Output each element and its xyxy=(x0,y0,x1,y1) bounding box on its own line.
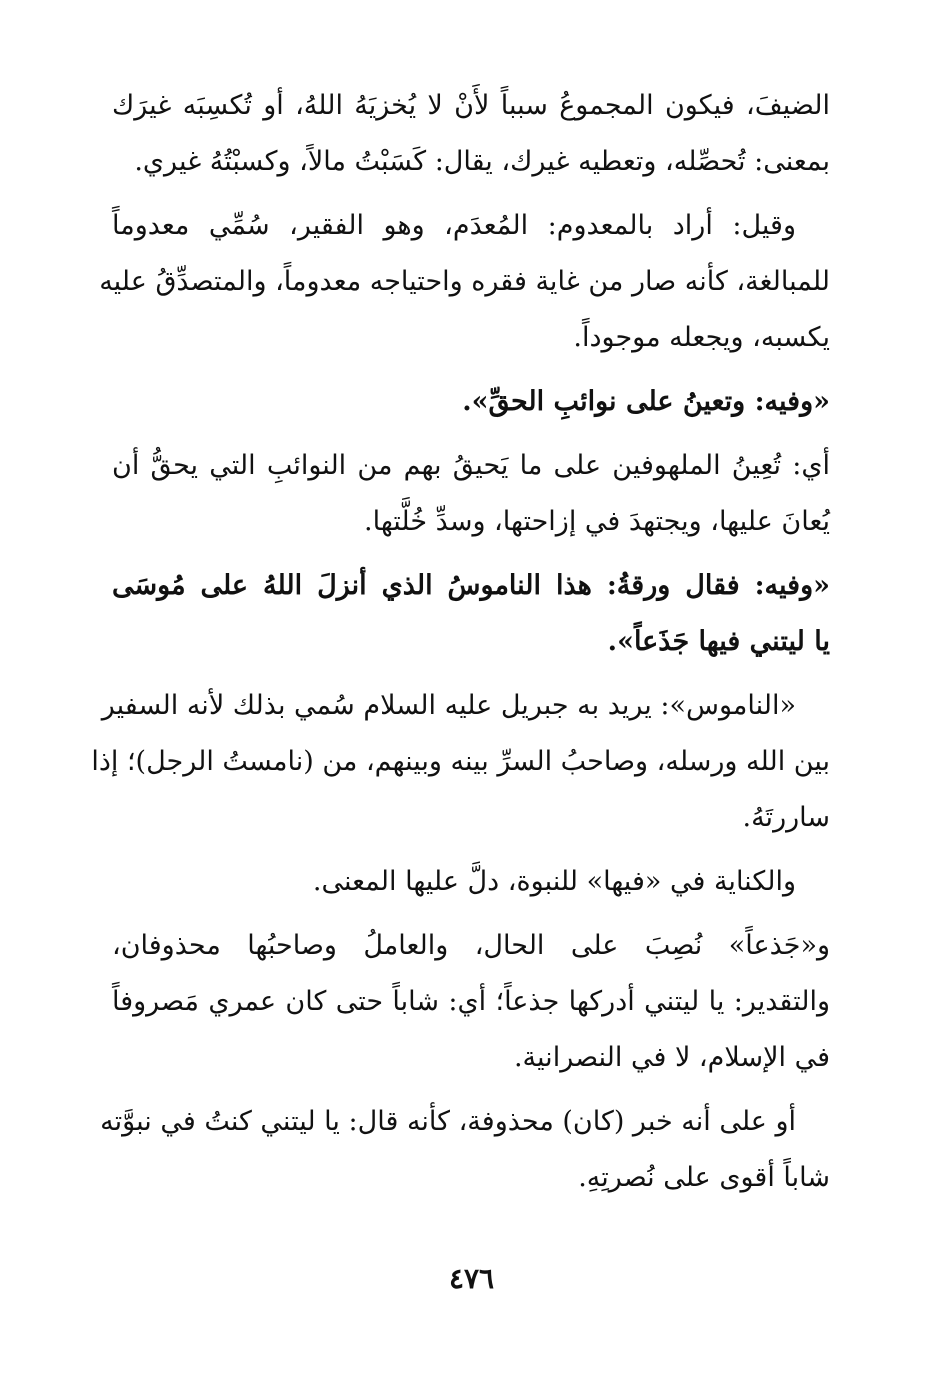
text-line: «وفيه: فقال ورقةُ: هذا الناموسُ الذي أنزلَ اللهُ على مُوسَى xyxy=(112,570,830,601)
text-line: في الإسلام، لا في النصرانية. xyxy=(513,1042,830,1073)
text-line: ساررتَهُ. xyxy=(742,802,830,833)
text-line: بين الله ورسله، وصاحبُ السرِّ بينه وبينهم، من (نامستُ الرجل)؛ إذا xyxy=(91,746,830,777)
text-line: يكسبه، ويجعله موجوداً. xyxy=(573,322,830,353)
paragraph-jadhaa xyxy=(112,918,830,1086)
hadith-quote-2 xyxy=(112,558,830,670)
paragraph-2 xyxy=(99,198,830,366)
text-line: والتقدير: يا ليتني أدركها جذعاً؛ أي: شاباً حتى كان عمري مَصروفاً xyxy=(112,986,830,1017)
text-line: وقيل: أراد بالمعدوم: المُعدَم، وهو الفقير، سُمِّي معدوماً xyxy=(112,210,796,241)
text-line: «وفيه: وتعينُ على نوائبِ الحقِّ». xyxy=(462,386,830,417)
text-line: «الناموس»: يريد به جبريل عليه السلام سُمي بذلك لأنه السفير xyxy=(101,690,796,721)
hadith-quote-1 xyxy=(112,374,830,430)
book-page xyxy=(91,78,830,1308)
text-line: أو على أنه خبر (كان) محذوفة، كأنه قال: يا ليتني كنتُ في نبوَّته xyxy=(100,1106,796,1137)
paragraph-namus xyxy=(91,678,830,846)
paragraph-kinaya xyxy=(112,854,830,910)
text-line: شاباً أقوى على نُصرتِهِ. xyxy=(578,1162,830,1193)
paragraph-3 xyxy=(112,438,830,550)
text-line: والكناية في «فيها» للنبوة، دلَّ عليها المعنى. xyxy=(312,866,796,897)
text-line: بمعنى: تُحصِّله، وتعطيه غيرك، يقال: كَسَبْتُ مالاً، وكسبْتُهُ غيري. xyxy=(134,146,830,177)
paragraph-kana xyxy=(100,1094,830,1206)
text-line: الضيفَ، فيكون المجموعُ سبباً لأَنْ لا يُخزيَهُ اللهُ، أو تُكسِبَه غيرَك xyxy=(112,90,830,121)
text-line: أي: تُعِينُ الملهوفين على ما يَحيقُ بهم من النوائبِ التي يحقُّ أن xyxy=(112,450,830,481)
paragraph-1 xyxy=(112,78,830,190)
text-line: يُعانَ عليها، ويجتهدَ في إزاحتها، وسدِّ خُلَّتها. xyxy=(364,506,830,537)
text-line: و«جَذعاً» نُصِبَ على الحال، والعاملُ وصاحبُها محذوفان، xyxy=(112,930,830,961)
text-line: للمبالغة، كأنه صار من غاية فقره واحتياجه معدوماً، والمتصدِّقُ عليه xyxy=(99,266,830,297)
text-line: يا ليتني فيها جَذَعاً». xyxy=(607,626,830,657)
page-number: ٤٧٦ xyxy=(448,1262,495,1295)
